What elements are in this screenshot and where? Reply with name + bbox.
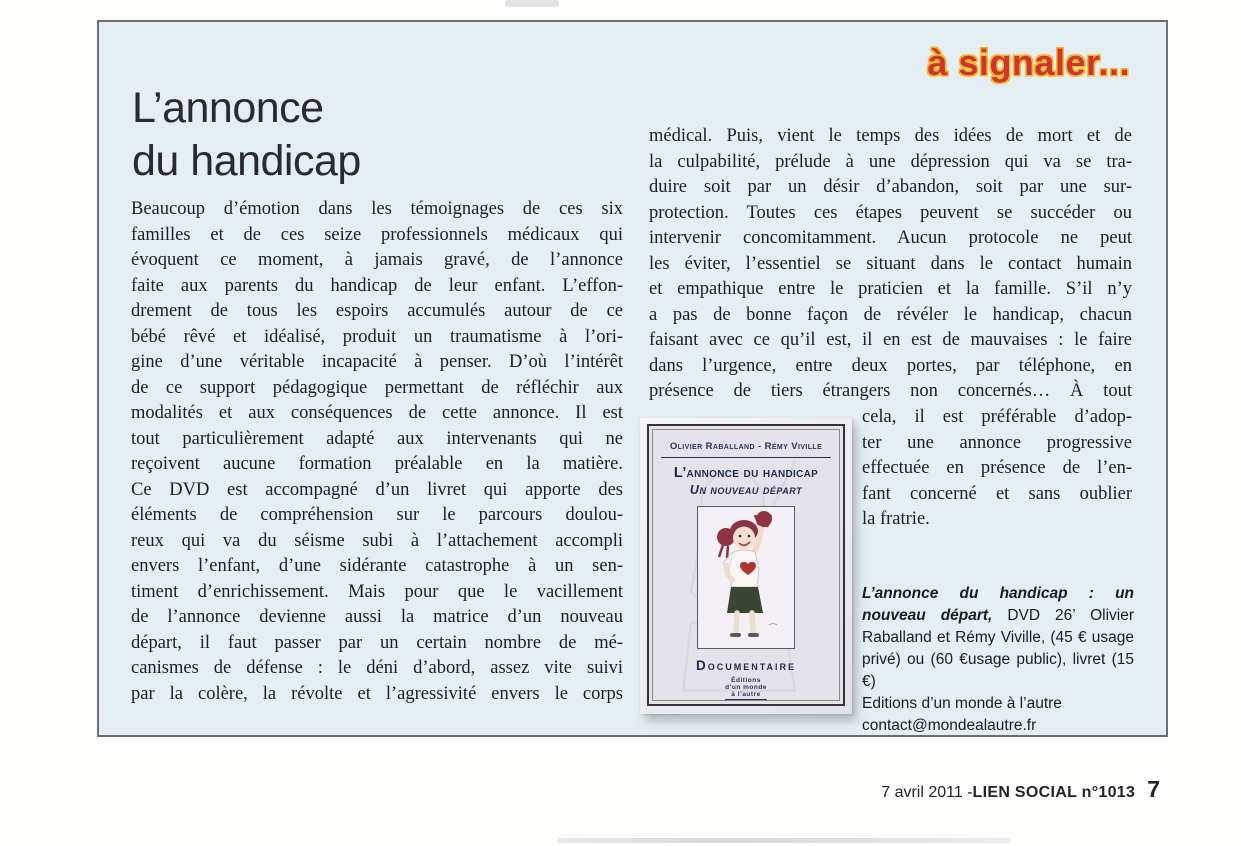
footer-date: 7 avril 2011 - <box>881 784 973 801</box>
text-line: effectuée en présence de l’en- <box>862 458 1132 478</box>
caption-paragraph <box>862 583 1134 693</box>
footer-page-number: 7 <box>1147 776 1160 802</box>
article-title-line2: du handicap <box>132 137 361 185</box>
scan-smudge-top <box>505 0 559 7</box>
article-column-left <box>131 197 623 707</box>
text-line: départ, il faut passer par un certain nombre de mé- <box>131 632 623 653</box>
text-line: protection. Toutes ces étapes peuvent se succéder ou <box>649 202 1132 223</box>
publisher-logo-line3: à l’autre <box>731 691 761 698</box>
text-line: fant concerné et sans oublier <box>862 483 1132 504</box>
text-line: la fratrie. <box>862 509 930 529</box>
text-line: a pas de bonne façon de révéler le handicap, chacun <box>649 304 1132 325</box>
article-column-right-wrap <box>862 405 1132 533</box>
caption-title: L’annonce du handicap : un nouveau départ, <box>862 585 1134 624</box>
publisher-logo-line1: Éditions <box>731 677 761 684</box>
text-line: drement de tous les espoirs accumulés autour de ce <box>131 301 623 321</box>
text-line: la culpabilité, prélude à une dépression qui va se tra- <box>649 151 1132 172</box>
text-line: duire soit par un désir d’abandon, soit par une sur- <box>649 177 1132 197</box>
article-column-right <box>649 124 1132 405</box>
cover-genre-label: Documentaire <box>695 658 797 673</box>
section-header: à signaler... <box>927 42 1130 83</box>
text-line: bébé rêvé et idéalisé, produit un traumatisme à l’ori- <box>131 326 623 347</box>
text-line: familles et de ces seize professionnels médicaux qui <box>131 224 623 245</box>
dvd-cover-inner-frame <box>652 429 840 701</box>
dvd-caption <box>862 583 1134 737</box>
article-title <box>132 82 361 188</box>
article-title-line1: L’annonce <box>132 84 324 132</box>
text-line: intervenir concomitamment. Aucun protocole ne peut <box>649 228 1132 248</box>
text-line: tout particulièrement adapté aux intervenants qui ne <box>131 428 623 449</box>
text-line: Ce DVD est accompagné d’un livret qui apporte des <box>131 479 623 500</box>
cover-authors: Olivier Raballand - Rémy Viville <box>669 441 823 452</box>
text-line: médical. Puis, vient le temps des idées de mort et de <box>649 126 1132 146</box>
text-line: par la colère, la révolte et l’agressivité envers le corps <box>131 683 623 704</box>
caption-contact: contact@mondealautre.fr <box>862 717 1037 734</box>
cover-art-frame <box>697 506 795 649</box>
text-line: canismes de défense : le déni d’abord, assez vite suivi <box>131 658 623 678</box>
publisher-logo <box>725 677 767 700</box>
text-line: éléments de compréhension sur le parcours doulou- <box>131 505 623 525</box>
text-line: et empathique entre le praticien et la famille. S’il n’y <box>649 279 1132 299</box>
text-line: cela, il est préférable d’adop- <box>862 407 1132 427</box>
text-line: envers l’enfant, d’une sidérante catastrophe à un sen- <box>131 556 623 576</box>
dvd-cover <box>647 424 845 706</box>
text-line: gine d’une véritable incapacité à penser. D’où l’intérêt <box>131 352 623 372</box>
girl-with-heart-illustration-icon <box>699 507 793 646</box>
cover-title: L’annonce du handicap <box>673 465 819 481</box>
text-line: faisant avec ce qu’il est, il en est de mauvaises : le faire <box>649 330 1132 350</box>
text-line: faite aux parents du handicap de leur enfant. L’effon- <box>131 275 623 296</box>
text-line: reux qui va du séisme subi à l’attachement accompli <box>131 530 623 551</box>
text-line: modalités et aux conséquences de cette annonce. Il est <box>131 403 623 423</box>
dvd-cover-photo <box>640 418 852 714</box>
text-line: reçoivent aucune formation préalable en la matière. <box>131 454 623 474</box>
text-line: timent d’enrichissement. Mais pour que le vacillement <box>131 581 623 602</box>
text-line: ter une annonce progressive <box>862 432 1132 453</box>
caption-publisher: Editions d’un monde à l’autre <box>862 695 1062 712</box>
footer-brand: LIEN SOCIAL n°1013 <box>972 784 1136 801</box>
text-line: évoquent ce moment, à jamais gravé, de l’annonce <box>131 250 623 270</box>
text-line: de ce support pédagogique permettant de réfléchir aux <box>131 377 623 398</box>
text-line: de l’annonce devienne aussi la matrice d’un nouveau <box>131 607 623 627</box>
publisher-logo-line2: d’un monde <box>725 684 767 691</box>
scan-smudge-bottom <box>558 838 1010 843</box>
text-line: Beaucoup d’émotion dans les témoignages de ces six <box>131 199 623 219</box>
text-line: présence de tiers étrangers non concernés… À tout <box>649 381 1132 401</box>
cover-subtitle: Un nouveau départ <box>689 483 803 497</box>
cover-divider <box>661 457 831 458</box>
caption-details: DVD 26’ Olivier Raballand et Rémy Viville, (45 € usage privé) ou (60 €usage public), livret (15 €) <box>862 607 1134 690</box>
text-line: dans l’urgence, entre deux portes, par téléphone, en <box>649 355 1132 376</box>
page-footer <box>881 776 1160 803</box>
text-line: les éviter, l’essentiel se situant dans le contact humain <box>649 253 1132 274</box>
